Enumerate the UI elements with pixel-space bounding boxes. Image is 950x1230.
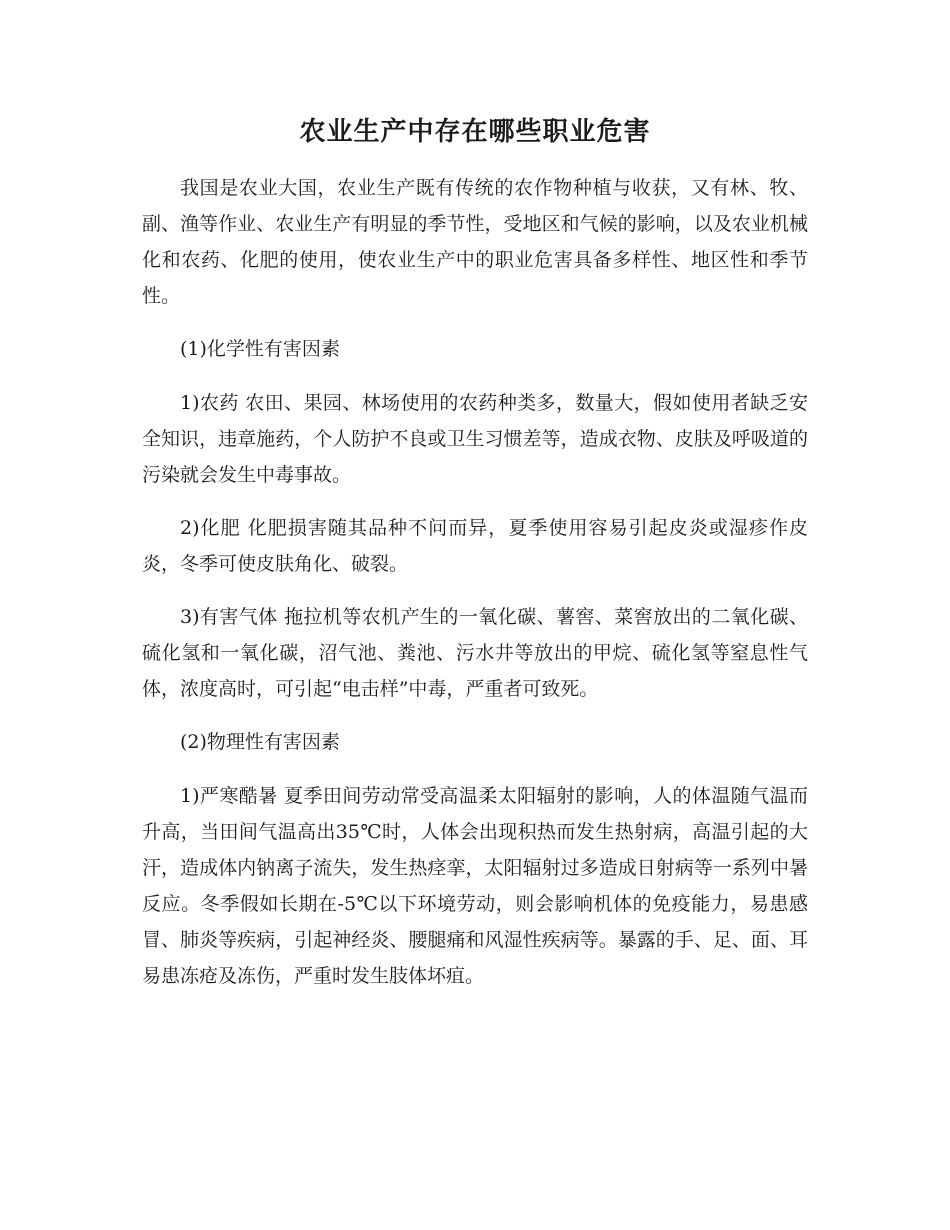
intro-paragraph: 我国是农业大国，农业生产既有传统的农作物种植与收获，又有林、牧、副、渔等作业、农业生产有明显的季节性，受地区和气候的影响，以及农业机械化和农药、化肥的使用，使农业生产中的职业危害具备多样性、地区性和季节性。 [142, 177, 808, 307]
document-page [142, 108, 808, 1011]
paragraph-harmful-gas: 3)有害气体 拖拉机等农机产生的一氧化碳、薯窖、菜窖放出的二氧化碳、硫化氢和一氧化碳，沼气池、粪池、污水井等放出的甲烷、硫化氢等窒息性气体，浓度高时，可引起“电击样”中毒，严重者可致死。 [142, 606, 808, 700]
section-heading-physical: (2)物理性有害因素 [180, 731, 340, 753]
document-title: 农业生产中存在哪些职业危害 [299, 117, 651, 147]
section-heading-chemical: (1)化学性有害因素 [180, 338, 340, 360]
paragraph-fertilizer: 2)化肥 化肥损害随其品种不问而异，夏季使用容易引起皮炎或湿疹作皮炎，冬季可使皮肤角化、破裂。 [142, 517, 808, 575]
paragraph-pesticides: 1)农药 农田、果园、林场使用的农药种类多，数量大，假如使用者缺乏安全知识，违章施药，个人防护不良或卫生习惯差等，造成衣物、皮肤及呼吸道的污染就会发生中毒事故。 [142, 392, 808, 486]
paragraph-extreme-temperature: 1)严寒酷暑 夏季田间劳动常受高温柔太阳辐射的影响，人的体温随气温而升高，当田间气温高出35℃时，人体会出现积热而发生热射病，高温引起的大汗，造成体内钠离子流失，发生热痉挛，太阳辐射过多造成日射病等一系列中暑反应。冬季假如长期在-5℃以下环境劳动，则会影响机体的免疫能力，易患感冒、肺炎等疾病，引起神经炎、腰腿痛和风湿性疾病等。暴露的手、足、面、耳易患冻疮及冻伤，严重时发生肢体坏疽。 [142, 785, 808, 987]
